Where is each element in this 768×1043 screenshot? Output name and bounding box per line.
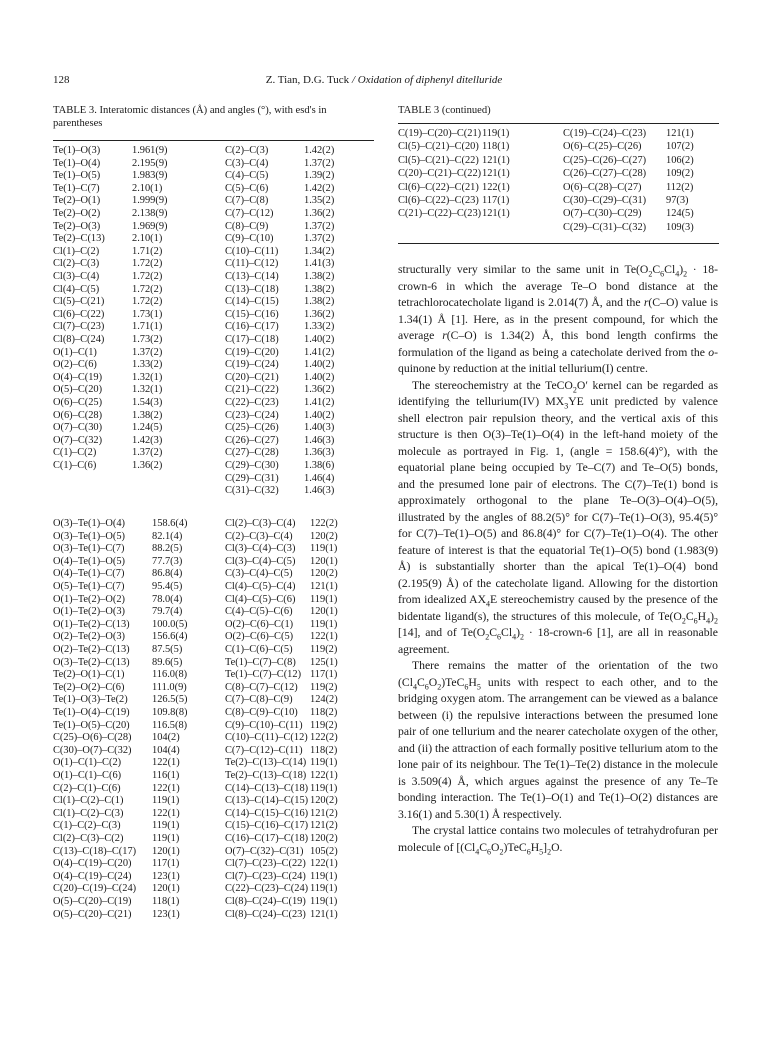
table-cell-label: O(2)–C(6) [53, 359, 97, 371]
table-cell-label: C(17)–C(18) [225, 334, 279, 345]
table-cell-value: 122(1) [310, 858, 338, 870]
table-cell-value: 119(2) [310, 681, 338, 693]
table-cell-label: Cl(6)–C(22)–C(23) [398, 195, 479, 206]
page-number: 128 [53, 74, 70, 86]
table-cell-label: C(13)–C(14) [225, 271, 279, 282]
table-cell-value: 124(5) [666, 208, 694, 220]
table-cell-label: C(25)–C(26) [225, 422, 279, 434]
table-cell-value: 1.37(2) [132, 447, 163, 459]
table-cell-label: Cl(6)–C(22)–C(21) [398, 181, 479, 193]
table-cell-label: O(4)–Te(1)–O(5) [53, 555, 125, 567]
table-cell-label: O(5)–Te(1)–C(7) [53, 581, 125, 592]
table-cell-value: 123(1) [152, 870, 180, 882]
table-cell-label: O(4)–C(19)–C(24) [53, 870, 132, 882]
table-cell-value: 1.34(2) [304, 245, 335, 257]
table-cell-value: 1.37(2) [304, 157, 335, 169]
table-cell-value: 111.0(9) [152, 681, 187, 693]
table-cell-value: 2.138(9) [132, 208, 168, 219]
table-cell-label: O(6)–C(28) [53, 409, 103, 421]
table-cell-value: 1.999(9) [132, 195, 168, 207]
table-cell-label: C(21)–C(22) [225, 384, 279, 396]
table-cell-value: 119(1) [310, 618, 338, 630]
table-cell-label: C(2)–C(3) [225, 145, 269, 156]
table-cell-value: 2.195(9) [132, 157, 168, 169]
table-cell-label: O(3)–Te(1)–O(4) [53, 518, 125, 529]
table-cell-value: 122(1) [152, 757, 180, 769]
table-cell-value: 1.40(2) [304, 371, 335, 383]
table-cell-label: C(22)–C(23)–C(24) [225, 883, 309, 895]
table-cell-value: 120(1) [310, 555, 338, 567]
table-cell-value: 121(1) [482, 154, 510, 166]
table-cell-value: 119(2) [310, 644, 338, 655]
table-cell-label: C(2)–C(3)–C(4) [225, 530, 293, 542]
table-cell-label: Cl(6)–C(22) [53, 308, 105, 320]
table-cell-value: 121(2) [310, 807, 338, 819]
table-cell-label: Te(1)–O(5)–C(20) [53, 719, 130, 731]
table-cell-label: C(16)–C(17)–C(18) [225, 833, 309, 844]
table-cell-value: 1.46(4) [304, 472, 335, 484]
table-cell-value: 97(3) [666, 195, 689, 206]
table-cell-value: 1.33(2) [304, 321, 335, 333]
table-cell-label: C(5)–C(6) [225, 182, 269, 194]
table-cell-value: 1.32(1) [132, 371, 163, 383]
table-cell-value: 158.6(4) [152, 518, 188, 529]
table-cell-value: 119(1) [310, 593, 338, 605]
table-cell-label: C(11)–C(12) [225, 258, 279, 270]
table-cell-value: 109(2) [666, 168, 694, 180]
table-cell-value: 1.41(2) [304, 346, 335, 358]
table-cell-label: O(2)–C(6)–C(5) [225, 631, 294, 643]
table-cell-value: 122(1) [152, 782, 180, 794]
table-cell-value: 121(1) [666, 128, 694, 139]
table-cell-value: 1.73(2) [132, 334, 163, 345]
table-cell-value: 156.6(4) [152, 631, 188, 643]
table-cell-value: 117(1) [152, 858, 180, 870]
table-cell-value: 125(1) [310, 656, 338, 668]
table-cell-value: 116.0(8) [152, 669, 188, 681]
table-cell-value: 78.0(4) [152, 593, 183, 605]
table-cell-label: Cl(5)–C(21) [53, 296, 105, 308]
table-cell-value: 119(1) [310, 543, 338, 555]
table-cell-value: 1.36(2) [304, 208, 335, 219]
table-cell-label: C(21)–C(22)–C(23) [398, 208, 482, 220]
table-cell-value: 1.71(2) [132, 245, 163, 257]
table-cell-value: 116.5(8) [152, 719, 188, 731]
table-cell-label: C(4)–C(5)–C(6) [225, 606, 293, 618]
table-cell-label: C(3)–C(4)–C(5) [225, 568, 293, 580]
table-cell-label: C(30)–O(7)–C(32) [53, 744, 132, 756]
table-cell-value: 119(1) [310, 883, 338, 895]
table-cell-value: 120(1) [310, 606, 338, 618]
table-cell-value: 100.0(5) [152, 618, 188, 630]
table-cell-label: O(1)–Te(2)–O(3) [53, 606, 125, 618]
table-cell-label: Cl(2)–C(3)–C(4) [225, 518, 296, 529]
table-cell-label: Cl(8)–C(24) [53, 334, 105, 345]
table-cell-label: Te(2)–C(13) [53, 233, 105, 245]
table-cell-label: Cl(4)–C(5)–C(6) [225, 593, 296, 605]
table-cell-label: C(31)–C(32) [225, 485, 279, 497]
table-cell-value: 1.35(2) [304, 195, 335, 207]
table-cell-label: C(10)–C(11)–C(12) [225, 732, 308, 744]
table-cell-label: C(14)–C(13)–C(18) [225, 782, 309, 794]
table-cell-label: C(27)–C(28) [225, 447, 279, 459]
table-cell-label: C(13)–C(18) [225, 283, 279, 295]
table-cell-label: C(8)–C(7)–C(12) [225, 681, 298, 693]
table-cell-value: 117(1) [310, 669, 338, 681]
table-cell-label: C(15)–C(16)–C(17) [225, 820, 309, 832]
table-cell-label: C(7)–C(8) [225, 195, 269, 207]
table-cell-value: 126.5(5) [152, 694, 188, 706]
table-cell-label: Te(2)–C(13)–C(14) [225, 757, 307, 769]
table-cell-label: O(1)–C(1) [53, 346, 97, 358]
table-cell-label: Te(2)–C(13)–C(18) [225, 770, 307, 781]
table-cell-value: 109.8(8) [152, 707, 188, 718]
table-cell-label: C(29)–C(30) [225, 460, 279, 471]
table-cell-label: Te(1)–C(7)–C(12) [225, 669, 302, 681]
table-cell-value: 121(1) [310, 581, 338, 592]
table-cell-label: O(7)–C(32)–C(31) [225, 845, 304, 857]
table-cell-label: O(7)–C(30) [53, 422, 103, 434]
table-cell-value: 118(1) [482, 141, 510, 153]
table-cell-label: Cl(2)–C(3) [53, 258, 100, 270]
table-cell-value: 1.40(2) [304, 334, 335, 345]
table-cell-label: C(20)–C(21)–C(22) [398, 168, 482, 180]
table-cell-value: 1.37(2) [132, 346, 163, 358]
table-cell-value: 119(1) [310, 896, 338, 907]
table-cell-value: 2.10(1) [132, 233, 163, 245]
table-cell-label: Te(2)–O(1)–C(1) [53, 669, 125, 681]
table-cell-label: C(19)–C(24)–C(23) [563, 128, 647, 139]
table-cell-label: C(8)–C(9) [225, 220, 269, 232]
table-cell-label: O(7)–C(32) [53, 434, 103, 446]
table-cell-value: 119(1) [310, 870, 338, 882]
table-cell-value: 1.24(5) [132, 422, 163, 434]
table-cell-value: 1.72(2) [132, 283, 163, 295]
table-cell-value: 119(1) [152, 833, 180, 844]
table-cell-label: O(6)–C(25) [53, 397, 103, 408]
running-header [0, 74, 768, 86]
table3-cont-bottom-rule [398, 243, 719, 244]
table-cell-value: 77.7(3) [152, 555, 183, 567]
table-cell-value: 1.40(2) [304, 409, 335, 421]
table-cell-value: 116(1) [152, 770, 180, 781]
table-cell-label: O(1)–Te(2)–C(13) [53, 618, 130, 630]
table-cell-label: C(25)–C(26)–C(27) [563, 154, 647, 166]
table-cell-value: 120(2) [310, 568, 338, 580]
table-cell-value: 1.40(2) [304, 359, 335, 371]
table-cell-value: 1.42(2) [304, 145, 335, 156]
table-cell-value: 122(1) [310, 631, 338, 643]
table-cell-value: 121(1) [310, 908, 338, 920]
table-cell-value: 107(2) [666, 141, 694, 153]
table-cell-value: 79.7(4) [152, 606, 183, 618]
table-cell-value: 104(2) [152, 732, 180, 744]
table-cell-value: 1.71(1) [132, 321, 163, 333]
table-cell-label: Cl(1)–C(2)–C(3) [53, 807, 124, 819]
table-cell-value: 1.46(3) [304, 485, 335, 497]
table-cell-label: Cl(8)–C(24)–C(23) [225, 908, 306, 920]
table-cell-value: 121(1) [482, 208, 510, 220]
table-cell-value: 120(1) [152, 845, 180, 857]
table-cell-value: 1.36(2) [304, 308, 335, 320]
table-cell-value: 122(1) [152, 807, 180, 819]
table-cell-value: 1.38(2) [304, 296, 335, 308]
paragraph-3: There remains the matter of the orientation of the two $(Cl_4C_6O_2)TeC_6H_5$ units with respect to each other, and to the bridging oxygen atom. The arrangement can be viewed as a balance between (i) the repulsive interactions between the presumed lone pair of one tellurium and the nearer catecholate oxygen of the other, and (ii) the attraction of each formally positive tellurium atom to the lone pair of its neighbour. The Te(1)–Te(2) distance in the molecule is 3.509(4) Å, which argues against the presence of any Te–Te bonding interaction. The Te(1)–O(1) and Te(1)–O(2) distances are 3.16(1) and 5.30(1) Å respectively. [398, 659, 718, 821]
table-cell-label: C(19)–C(24) [225, 359, 279, 371]
table-cell-value: 120(2) [310, 833, 338, 844]
table-cell-value: 1.41(2) [304, 397, 335, 408]
table-cell-label: Cl(3)–C(4)–C(5) [225, 555, 296, 567]
table-cell-label: C(13)–C(14)–C(15) [225, 795, 309, 807]
table-cell-label: C(16)–C(17) [225, 321, 279, 333]
table-cell-label: Cl(8)–C(24)–C(19) [225, 896, 306, 907]
table-cell-value: 122(2) [310, 518, 338, 529]
table-cell-value: 119(1) [310, 757, 338, 769]
table-cell-value: 109(3) [666, 221, 694, 233]
table-cell-label: Te(2)–O(1) [53, 195, 101, 207]
table-cell-value: 1.32(1) [132, 384, 163, 396]
table-cell-label: C(1)–C(2)–C(3) [53, 820, 121, 832]
table-cell-label: C(29)–C(31)–C(32) [563, 221, 647, 233]
table-cell-value: 1.38(6) [304, 460, 335, 471]
table-cell-label: C(29)–C(31) [225, 472, 279, 484]
table-cell-label: C(1)–C(6) [53, 460, 97, 471]
table-cell-value: 124(2) [310, 694, 338, 706]
table-cell-value: 118(2) [310, 744, 338, 756]
table-cell-value: 1.39(2) [304, 170, 335, 182]
table-cell-value: 2.10(1) [132, 182, 163, 194]
table-cell-label: C(20)–C(19)–C(24) [53, 883, 137, 895]
table-cell-label: O(1)–Te(2)–O(2) [53, 593, 125, 605]
table-cell-label: O(7)–C(30)–C(29) [563, 208, 642, 220]
table-cell-label: C(9)–C(10)–C(11) [225, 719, 303, 731]
table-cell-label: O(5)–C(20)–C(19) [53, 896, 132, 907]
table-cell-label: O(2)–C(6)–C(1) [225, 618, 294, 630]
table-cell-value: 105(2) [310, 845, 338, 857]
table-cell-label: C(4)–C(5) [225, 170, 269, 182]
table-cell-value: 1.38(2) [304, 283, 335, 295]
table-cell-label: Cl(5)–C(21)–C(22) [398, 154, 479, 166]
table-cell-label: O(3)–Te(1)–O(5) [53, 530, 125, 542]
table-cell-label: Cl(5)–C(21)–C(20) [398, 141, 479, 153]
table-cell-label: O(6)–C(25)–C(26) [563, 141, 642, 153]
table-cell-label: Te(2)–O(2) [53, 208, 101, 219]
table-cell-value: 122(2) [310, 732, 338, 744]
table-cell-label: C(8)–C(9)–C(10) [225, 707, 298, 718]
table-cell-label: O(3)–Te(1)–C(7) [53, 543, 125, 555]
table-cell-value: 1.38(2) [132, 409, 163, 421]
table-cell-value: 104(4) [152, 744, 180, 756]
table-cell-label: Cl(4)–C(5)–C(4) [225, 581, 296, 592]
table-cell-value: 1.72(2) [132, 258, 163, 270]
table-cell-label: C(7)–C(8)–C(9) [225, 694, 293, 706]
running-header-authors: Z. Tian, D.G. Tuck [265, 74, 350, 86]
table3-cont-top-rule [398, 123, 719, 124]
table-cell-value: 106(2) [666, 154, 694, 166]
table-cell-label: Te(2)–O(3) [53, 220, 101, 232]
table-cell-value: 1.33(2) [132, 359, 163, 371]
table-cell-label: Te(1)–C(7)–C(8) [225, 656, 296, 668]
table-cell-label: C(2)–C(1)–C(6) [53, 782, 121, 794]
table-cell-label: O(4)–C(19) [53, 371, 103, 383]
table-cell-value: 86.8(4) [152, 568, 183, 580]
table-cell-value: 95.4(5) [152, 581, 183, 592]
table-cell-label: C(19)–C(20) [225, 346, 279, 358]
table-cell-value: 120(2) [310, 795, 338, 807]
table-cell-value: 1.73(1) [132, 308, 163, 320]
table-cell-label: C(19)–C(20)–C(21) [398, 128, 482, 139]
table-cell-value: 118(2) [310, 707, 338, 718]
table3-top-rule [53, 140, 374, 141]
table-cell-label: O(5)–C(20) [53, 384, 103, 396]
table-cell-label: C(10)–C(11) [225, 245, 279, 257]
paragraph-4: The crystal lattice contains two molecules of tetrahydrofuran per molecule of $[(Cl_4C_6O_2)TeC_6H_5]_2O$. [398, 824, 718, 856]
table-cell-value: 117(1) [482, 195, 510, 206]
table-cell-label: C(26)–C(27)–C(28) [563, 168, 647, 180]
table-cell-value: 119(1) [310, 782, 338, 794]
table-cell-label: C(9)–C(10) [225, 233, 274, 245]
table-cell-label: Cl(7)–C(23)–C(24) [225, 870, 306, 882]
table-cell-value: 1.42(3) [132, 434, 163, 446]
table-cell-value: 89.6(5) [152, 656, 183, 668]
table-cell-value: 112(2) [666, 181, 694, 193]
table-cell-label: Cl(7)–C(23)–C(22) [225, 858, 306, 870]
table-cell-value: 82.1(4) [152, 530, 183, 542]
table-cell-value: 1.961(9) [132, 145, 168, 156]
table-cell-label: C(30)–C(29)–C(31) [563, 195, 647, 206]
table-cell-value: 1.36(2) [304, 384, 335, 396]
table-cell-value: 1.72(2) [132, 271, 163, 282]
table-cell-label: C(7)–C(12) [225, 208, 274, 219]
table-cell-label: C(13)–C(18)–C(17) [53, 845, 137, 857]
table-cell-label: Te(1)–C(7) [53, 182, 100, 194]
table-cell-label: Cl(1)–C(2) [53, 245, 100, 257]
paragraph-1: structurally very similar to the same unit in $Te(O_2C_6Cl_4)_2$ · 18-crown-6 in which the average Te–O bond distance at the tetrachlorocatecholate ligand is 2.014(7) Å, and the r(C–O) value is 1.34(1) Å [1]. Here, as in the present compound, for which the average r(C–O) is 1.34(2) Å, this bond length confirms the formulation of the ligand as being a catecholate derived from the o-quinone by reduction at the initial tellurium(I) centre. [398, 263, 719, 375]
table-cell-value: 122(1) [310, 770, 338, 781]
table-cell-value: 121(2) [310, 820, 338, 832]
table-cell-value: 1.54(3) [132, 397, 163, 408]
table-cell-label: C(23)–C(24) [225, 409, 279, 421]
table-cell-value: 1.40(3) [304, 422, 335, 434]
table-cell-label: C(3)–C(4) [225, 157, 269, 169]
table-cell-value: 1.46(3) [304, 434, 335, 446]
table-cell-label: C(14)–C(15) [225, 296, 279, 308]
table-cell-label: Cl(3)–C(4)–C(3) [225, 543, 296, 555]
table-cell-label: Cl(2)–C(3)–C(2) [53, 833, 124, 844]
table-cell-label: O(6)–C(28)–C(27) [563, 181, 642, 193]
table-cell-value: 1.38(2) [304, 271, 335, 282]
table-cell-label: O(3)–Te(2)–C(13) [53, 656, 130, 668]
table-cell-value: 119(1) [152, 795, 180, 807]
table-cell-label: C(7)–C(12)–C(11) [225, 744, 303, 756]
table-cell-label: C(1)–C(2) [53, 447, 97, 459]
table-cell-label: O(1)–C(1)–C(6) [53, 770, 122, 781]
table-cell-value: 87.5(5) [152, 644, 183, 655]
table-cell-label: O(2)–Te(2)–C(13) [53, 644, 130, 655]
table-cell-value: 118(1) [152, 896, 180, 907]
table-cell-label: C(26)–C(27) [225, 434, 279, 446]
body-text [398, 262, 718, 856]
table-cell-value: 122(1) [482, 181, 510, 193]
table-cell-label: Te(2)–O(2)–C(6) [53, 681, 125, 693]
table-cell-value: 123(1) [152, 908, 180, 920]
table-cell-value: 1.72(2) [132, 296, 163, 308]
table-cell-label: O(2)–Te(2)–O(3) [53, 631, 125, 643]
running-header-title: Oxidation of diphenyl ditelluride [357, 74, 503, 86]
table-cell-value: 1.42(2) [304, 182, 335, 194]
table-cell-value: 121(1) [482, 168, 510, 180]
table3-caption: TABLE 3. Interatomic distances (Å) and angles (°), with esd's in parentheses [53, 105, 327, 129]
table-cell-value: 119(1) [482, 128, 510, 139]
table-cell-label: O(5)–C(20)–C(21) [53, 908, 132, 920]
table-cell-value: 1.37(2) [304, 233, 335, 245]
table-cell-label: Cl(1)–C(2)–C(1) [53, 795, 124, 807]
table3-cont-caption: TABLE 3 (continued) [398, 105, 491, 116]
table-cell-value: 1.41(3) [304, 258, 335, 270]
table-cell-label: Cl(3)–C(4) [53, 271, 100, 282]
table-cell-value: 1.37(2) [304, 220, 335, 232]
table-cell-value: 119(2) [310, 719, 338, 731]
table-cell-label: Cl(7)–C(23) [53, 321, 105, 333]
table-cell-value: 1.36(2) [132, 460, 163, 471]
table-cell-label: Te(1)–O(4) [53, 157, 101, 169]
table-cell-label: C(22)–C(23) [225, 397, 279, 408]
table-cell-label: Te(1)–O(3) [53, 145, 101, 156]
table-cell-label: Te(1)–O(3)–Te(2) [53, 694, 128, 706]
table-cell-label: Te(1)–O(5) [53, 170, 101, 182]
paragraph-2: The stereochemistry at the TeCO$_2$O′ kernel can be regarded as identifying the tellurium(IV) $MX_3YE$ unit predicted by valence shell electron pair repulsion theory, and the vertical axis of this structure is then O(3)–Te(1)–O(4) in the left-hand moiety of the molecule as portrayed in Fig. 1, (angle = 158.6(4)°), with the equatorial plane being occupied by Te–C(7) and Te–O(5) bonds, and the presumed lone pair of electrons. The C(7)–Te(1) bond is approximately orthogonal to the plane Te–O(3)–O(4)–O(5), illustrated by the angles of 88.2(5)° for C(7)–Te(1)–O(3), 95.4(5)° for C(7)–Te(1)–O(5) and 86.8(4)° for C(7)–Te(1)–O(4). The other feature of interest is that the equatorial Te(1)–O(5) bond (1.983(9) Å) is substantially shorter than the apical Te(1)–O(4) bond (2.195(9) Å) of the catecholate ligand. Allowing for the distortion from idealized $AX_4E$ stereochemistry caused by the presence of the bidentate ligand(s), the structures of this molecule, of $Te(O_2C_6H_4)_2$ [14], and of $Te(O_2C_6Cl_4)_2$ · 18-crown-6 [1], are all in reasonable agreement. [398, 378, 719, 656]
table-cell-value: 119(1) [152, 820, 180, 832]
table-cell-label: C(25)–O(6)–C(28) [53, 732, 132, 744]
table-cell-label: Te(1)–O(4)–C(19) [53, 707, 130, 718]
table-cell-value: 88.2(5) [152, 543, 183, 555]
table-cell-value: 1.983(9) [132, 170, 168, 182]
running-header-separator: / [351, 74, 358, 86]
table-cell-label: C(1)–C(6)–C(5) [225, 644, 293, 655]
table-cell-label: C(15)–C(16) [225, 308, 279, 320]
table-cell-label: O(4)–C(19)–C(20) [53, 858, 132, 870]
table-cell-label: C(14)–C(15)–C(16) [225, 807, 309, 819]
table-cell-value: 1.969(9) [132, 220, 168, 232]
table-cell-label: O(1)–C(1)–C(2) [53, 757, 122, 769]
table-cell-value: 1.36(3) [304, 447, 335, 459]
table-cell-value: 120(2) [310, 530, 338, 542]
table-cell-value: 120(1) [152, 883, 180, 895]
table-cell-label: Cl(4)–C(5) [53, 283, 100, 295]
table-cell-label: O(4)–Te(1)–C(7) [53, 568, 125, 580]
table-cell-label: C(20)–C(21) [225, 371, 279, 383]
